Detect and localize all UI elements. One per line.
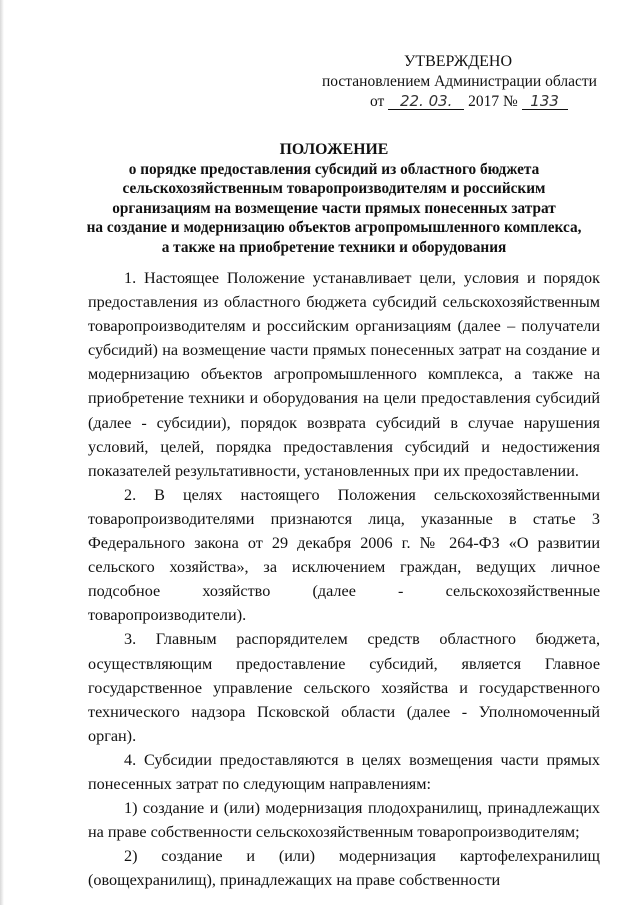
paragraph-2: 2. В целях настоящего Положения сельскохозяйственными товаропроизводителями признаются лица, указанные в статье 3 Федерального закона от 29 декабря 2006 г. № 264-ФЗ «О развитии сельского хозяйства», за исключением граждан, ведущих личное подсобное хозяйство (далее - сельскохозяйственные товаропроизводители). xyxy=(88,485,600,625)
approval-prefix: от xyxy=(370,93,385,110)
paragraph-3: 3. Главным распорядителем средств областного бюджета, осуществляющим предоставление субсидий, является Главное государственное управление сельского хозяйства и государственного технического надзора Псковской области (далее - Уполномоченный орган). xyxy=(88,630,600,745)
paragraph-4: 4. Субсидии предоставляются в целях возмещения части прямых понесенных затрат по следующим направлениям: xyxy=(88,750,600,793)
document-body xyxy=(88,266,600,892)
document-title xyxy=(60,140,608,257)
approval-heading: УТВЕРЖДЕНО xyxy=(404,53,513,70)
title-line: организациям на возмещение части прямых понесенных затрат xyxy=(112,199,556,217)
title-line: а также на приобретение техники и оборудования xyxy=(161,238,507,256)
title-main: ПОЛОЖЕНИЕ xyxy=(279,141,389,158)
paragraph-1: 1. Настоящее Положение устанавливает цели, условия и порядок предоставления из областного бюджета субсидий сельскохозяйственным товаропроизводителям и российским организациям (далее – получатели субсидий) на возмещение части прямых понесенных затрат на создание и модернизацию объектов агропромышленного комплекса, а также на приобретение техники и оборудования на цели предоставления субсидий (далее - субсидии), порядок возврата субсидий в случае нарушения условий, целей, порядка предоставления субсидий и недостижения показателей результативности, установленных при их предоставлении. xyxy=(88,269,600,480)
approval-year-number-label: 2017 № xyxy=(468,93,518,110)
paragraph-4-item-2: 2) создание и (или) модернизация картофелехранилищ (овощехранилищ), принадлежащих на праве собственности xyxy=(88,847,600,890)
approval-decree-line: постановлением Администрации области xyxy=(322,73,597,90)
handwritten-number: 133 xyxy=(522,93,568,110)
title-line: сельскохозяйственным товаропроизводителям и российским xyxy=(122,180,546,197)
approval-stamp xyxy=(322,52,612,112)
handwritten-date: 22. 03. xyxy=(388,93,464,110)
paragraph-4-item-1: 1) создание и (или) модернизация плодохранилищ, принадлежащих на праве собственности сельскохозяйственным товаропроизводителям; xyxy=(88,799,600,842)
title-line: о порядке предоставления субсидий из областного бюджета xyxy=(128,160,540,178)
approval-date-line xyxy=(370,92,612,112)
title-line: на создание и модернизацию объектов агропромышленного комплекса, xyxy=(86,219,582,236)
scan-edge xyxy=(0,0,4,905)
